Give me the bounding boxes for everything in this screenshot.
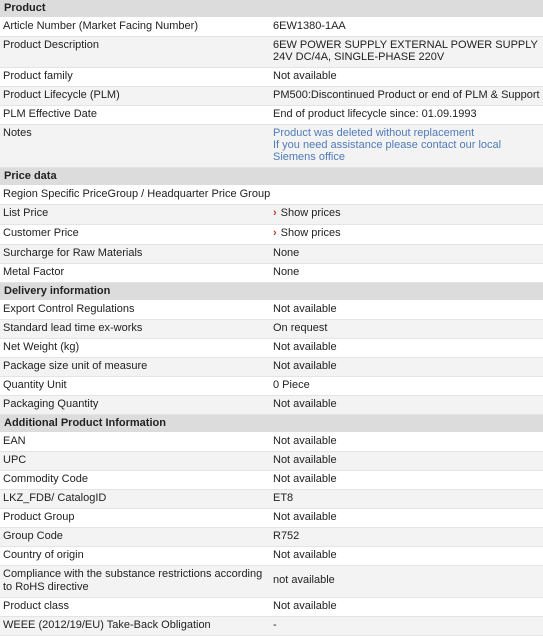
description-line-1: 6EW POWER SUPPLY EXTERNAL POWER SUPPLY — [273, 39, 538, 51]
section-header-product: Product — [0, 0, 543, 18]
label-region-price-group: Region Specific PriceGroup / Headquarter Price Group — [3, 188, 271, 200]
value-ean: Not available — [273, 435, 337, 447]
row-region-price-group — [0, 186, 543, 205]
value-country-of-origin: Not available — [273, 549, 337, 561]
row-lkz-catalog-id — [0, 490, 543, 509]
row-product-lifecycle — [0, 87, 543, 106]
row-package-size — [0, 358, 543, 377]
value-group-code: R752 — [273, 530, 300, 542]
rohs-label-line-2: to RoHS directive — [3, 581, 89, 593]
label-list-price: List Price — [3, 207, 49, 219]
row-list-price — [0, 205, 543, 225]
row-plm-effective-date — [0, 106, 543, 125]
value-product-class: Not available — [273, 600, 337, 612]
row-export-control — [0, 301, 543, 320]
row-commodity-code — [0, 471, 543, 490]
label-metal-factor: Metal Factor — [3, 266, 65, 278]
label-lead-time: Standard lead time ex-works — [3, 322, 143, 334]
row-group-code — [0, 528, 543, 547]
notes-line-3[interactable]: Siemens office — [273, 151, 345, 163]
label-group-code: Group Code — [3, 530, 63, 542]
value-product-lifecycle: PM500:Discontinued Product or end of PLM & Support — [273, 89, 540, 101]
label-rohs-compliance — [0, 566, 270, 597]
label-package-size: Package size unit of measure — [3, 360, 148, 372]
row-article-number — [0, 18, 543, 37]
row-product-family — [0, 68, 543, 87]
row-lead-time — [0, 320, 543, 339]
label-product-group: Product Group — [3, 511, 75, 523]
label-ean: EAN — [3, 435, 26, 447]
value-article-number: 6EW1380-1AA — [273, 20, 346, 32]
label-packaging-quantity: Packaging Quantity — [3, 398, 99, 410]
value-commodity-code: Not available — [273, 473, 337, 485]
row-product-class — [0, 598, 543, 617]
chevron-right-icon: › — [273, 207, 277, 219]
label-surcharge-raw-materials: Surcharge for Raw Materials — [3, 247, 143, 259]
chevron-right-icon: › — [273, 227, 277, 239]
label-product-description: Product Description — [3, 39, 99, 51]
label-upc: UPC — [3, 454, 27, 466]
row-customer-price — [0, 225, 543, 245]
row-notes — [0, 125, 543, 168]
row-product-group — [0, 509, 543, 528]
label-lkz-catalog-id: LKZ_FDB/ CatalogID — [3, 492, 107, 504]
value-product-family: Not available — [273, 70, 337, 82]
section-header-additional-info: Additional Product Information — [0, 415, 543, 433]
rohs-label-line-1: Compliance with the substance restrictions according — [3, 568, 263, 580]
label-article-number: Article Number (Market Facing Number) — [3, 20, 198, 32]
value-upc: Not available — [273, 454, 337, 466]
row-ean — [0, 433, 543, 452]
show-prices-link[interactable]: Show prices — [280, 207, 341, 219]
notes-line-1[interactable]: Product was deleted without replacement — [273, 127, 475, 139]
value-quantity-unit: 0 Piece — [273, 379, 310, 391]
value-net-weight: Not available — [273, 341, 337, 353]
section-header-delivery-information: Delivery information — [0, 283, 543, 301]
value-notes[interactable] — [270, 125, 543, 167]
label-product-lifecycle: Product Lifecycle (PLM) — [3, 89, 120, 101]
row-upc — [0, 452, 543, 471]
label-country-of-origin: Country of origin — [3, 549, 84, 561]
description-line-2: 24V DC/4A, SINGLE-PHASE 220V — [273, 51, 445, 63]
show-prices-link[interactable]: Show prices — [280, 227, 341, 239]
row-packaging-quantity — [0, 396, 543, 415]
label-weee: WEEE (2012/19/EU) Take-Back Obligation — [3, 619, 211, 631]
section-header-price-data: Price data — [0, 168, 543, 186]
value-metal-factor: None — [273, 266, 300, 278]
value-product-description — [270, 37, 543, 67]
value-plm-effective-date: End of product lifecycle since: 01.09.1993 — [273, 108, 477, 120]
label-notes: Notes — [3, 127, 32, 139]
row-metal-factor — [0, 264, 543, 283]
row-net-weight — [0, 339, 543, 358]
value-package-size: Not available — [273, 360, 337, 372]
label-product-class: Product class — [3, 600, 70, 612]
value-rohs-compliance: not available — [273, 574, 335, 586]
notes-line-2[interactable]: If you need assistance please contact our local — [273, 139, 502, 151]
value-lead-time: On request — [273, 322, 328, 334]
value-weee: - — [273, 619, 277, 631]
row-weee — [0, 617, 543, 636]
label-export-control: Export Control Regulations — [3, 303, 135, 315]
label-quantity-unit: Quantity Unit — [3, 379, 67, 391]
value-product-group: Not available — [273, 511, 337, 523]
label-plm-effective-date: PLM Effective Date — [3, 108, 97, 120]
value-lkz-catalog-id: ET8 — [273, 492, 294, 504]
value-surcharge-raw-materials: None — [273, 247, 300, 259]
row-country-of-origin — [0, 547, 543, 566]
label-customer-price: Customer Price — [3, 227, 79, 239]
row-surcharge-raw-materials — [0, 245, 543, 264]
label-commodity-code: Commodity Code — [3, 473, 88, 485]
value-export-control: Not available — [273, 303, 337, 315]
row-rohs-compliance — [0, 566, 543, 598]
label-net-weight: Net Weight (kg) — [3, 341, 80, 353]
value-packaging-quantity: Not available — [273, 398, 337, 410]
row-quantity-unit — [0, 377, 543, 396]
row-product-description — [0, 37, 543, 68]
label-product-family: Product family — [3, 70, 73, 82]
value-customer-price[interactable] — [270, 225, 543, 244]
value-list-price[interactable] — [270, 205, 543, 224]
